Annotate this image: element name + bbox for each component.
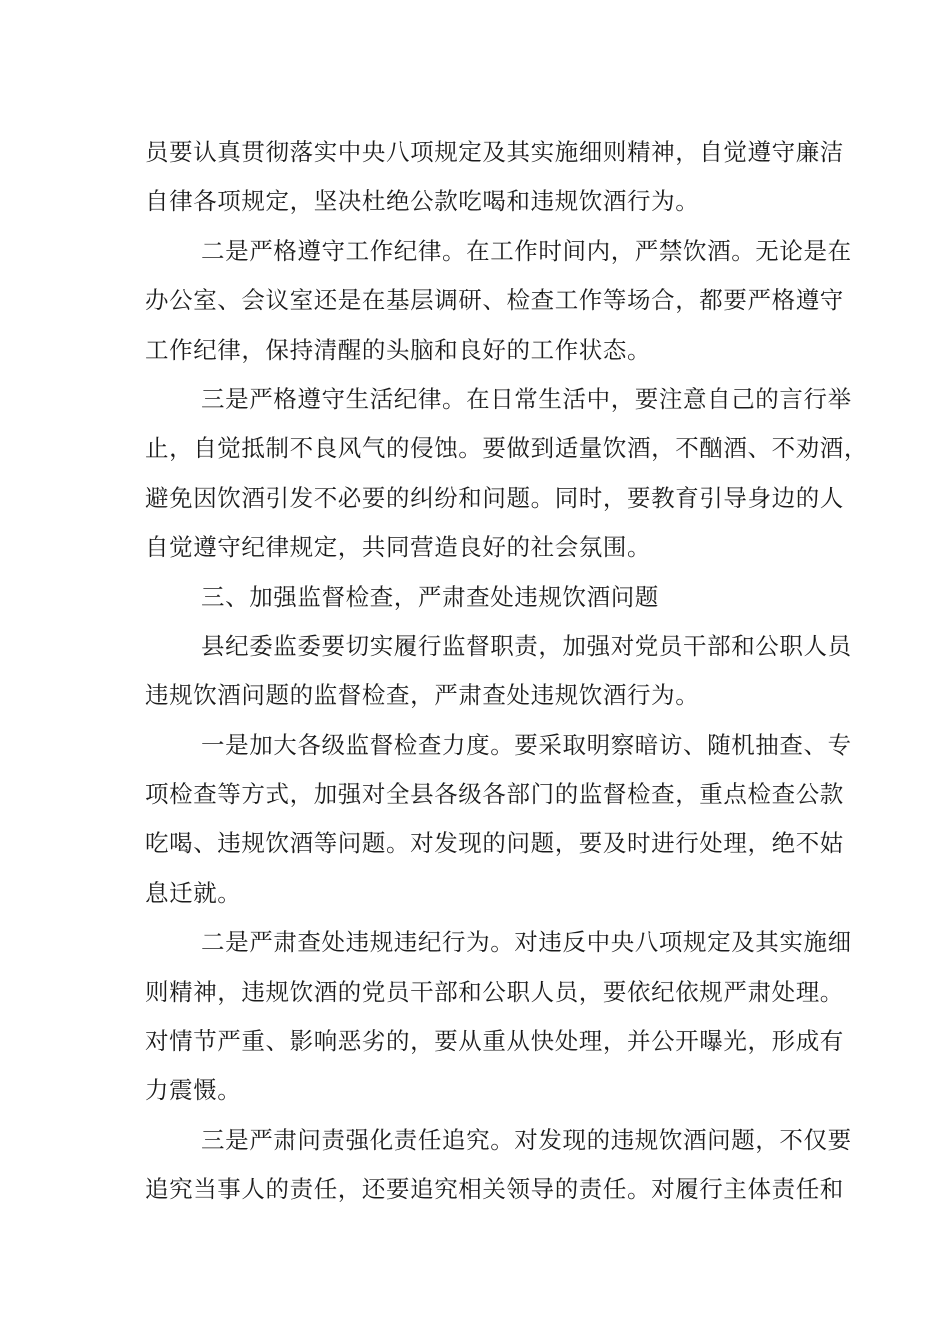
paragraph-line: 自觉遵守纪律规定，共同营造良好的社会氛围。: [145, 533, 652, 562]
paragraph-first-line: 三是严肃问责强化责任追究。对发现的违规饮酒问题，不仅要: [201, 1125, 852, 1154]
paragraph-line: 避免因饮酒引发不必要的纠纷和问题。同时，要教育引导身边的人: [145, 483, 844, 512]
paragraph-line: 员要认真贯彻落实中央八项规定及其实施细则精神，自觉遵守廉洁: [145, 138, 844, 166]
paragraph-line: 息迁就。: [145, 878, 242, 907]
paragraph-first-line: 三、加强监督检查，严肃查处违规饮酒问题: [201, 582, 659, 611]
paragraph-line: 力震慑。: [145, 1076, 242, 1105]
paragraph-line: 自律各项规定，坚决杜绝公款吃喝和违规饮酒行为。: [145, 187, 700, 216]
paragraph-line: 追究当事人的责任，还要追究相关领导的责任。对履行主体责任和: [145, 1175, 844, 1204]
paragraph-line: 止，自觉抵制不良风气的侵蚀。要做到适量饮酒，不酗酒、不劝酒，: [145, 434, 868, 463]
paragraph-first-line: 二是严肃查处违规违纪行为。对违反中央八项规定及其实施细: [201, 928, 852, 957]
paragraph-first-line: 县纪委监委要切实履行监督职责，加强对党员干部和公职人员: [201, 631, 852, 660]
paragraph-line: 项检查等方式，加强对全县各级各部门的监督检查，重点检查公款: [145, 780, 844, 809]
paragraph-line: 则精神，违规饮酒的党员干部和公职人员，要依纪依规严肃处理。: [145, 977, 844, 1006]
paragraph-line: 办公室、会议室还是在基层调研、检查工作等场合，都要严格遵守: [145, 286, 844, 315]
paragraph-line: 违规饮酒问题的监督检查，严肃查处违规饮酒行为。: [145, 681, 700, 710]
paragraph-first-line: 一是加大各级监督检查力度。要采取明察暗访、随机抽查、专: [201, 730, 852, 759]
paragraph-first-line: 二是严格遵守工作纪律。在工作时间内，严禁饮酒。无论是在: [201, 236, 852, 265]
paragraph-line: 工作纪律，保持清醒的头脑和良好的工作状态。: [145, 335, 652, 364]
paragraph-line: 对情节严重、影响恶劣的，要从重从快处理，并公开曝光，形成有: [145, 1027, 844, 1056]
document-body: [145, 128, 868, 1215]
paragraph-line: 吃喝、违规饮酒等问题。对发现的问题，要及时进行处理，绝不姑: [145, 829, 844, 858]
paragraph-first-line: 三是严格遵守生活纪律。在日常生活中，要注意自己的言行举: [201, 384, 852, 413]
